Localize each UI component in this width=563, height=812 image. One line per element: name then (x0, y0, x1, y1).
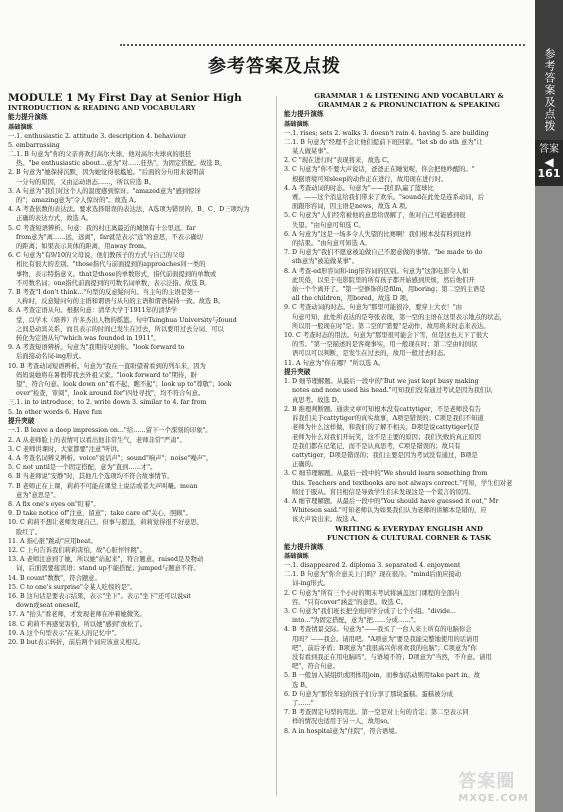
answer-line: 9. C 考查动词的时态。句意为"那里可能很冷，要穿上大衣！"由 (284, 304, 463, 312)
answer-line: 5. C not until是一个固定搭配，意为"直到……才"。 (8, 464, 157, 472)
answer-line: 8. A fix one's eyes on"盯着"。 (8, 500, 100, 508)
section-heading: 能力提升演练 (284, 110, 324, 118)
answer-line: 样的情况也适用于另一人，故用so。 (292, 718, 394, 726)
answer-line: 吧"，符合句意。 (292, 663, 339, 671)
section-heading: 能力提升演练 (8, 113, 48, 121)
page-number: 161 (537, 167, 561, 180)
answer-line: 相比有很大的差别。"those指代与前面提到的approaches同一类的 (16, 261, 206, 269)
answer-line: 7. B 老师正在上课，莉莉不可能在课堂上说话或者大声叫嚷。mean (8, 482, 198, 490)
answer-line: 11. A 句意为"你在哪？"所以选 A。 (284, 359, 385, 367)
answer-line: 2. B 句意为"她保持沉默，因为她觉得很尴尬。"后面的分句用来说明前 (8, 169, 205, 177)
answer-line: 5. In other words 6. Have fun (8, 408, 103, 416)
answer-line: 2. B 推理判断题。通读文章可知根本没有cattytiger，不是老师没有告 (284, 405, 481, 413)
answer-line: 4. A 考查动词的时态。句意为"——我们队赢了篮球比 (284, 184, 434, 192)
answer-line: 5. embarrassing (8, 141, 60, 149)
answer-line: 6. B 当老师说"安静"时，其他几个选项均不符合故事情节。 (8, 473, 174, 481)
answer-line: 不可数名词；one指代前面提到的可数名词单数，表示泛指。故选 B。 (16, 279, 211, 287)
subsection-heading: 基础演练 (284, 553, 309, 561)
answer-line: 事物，表示特指意义。that是those的单数形式，指代前面提到的单数或 (16, 270, 217, 278)
watermark-sub: MXQE.COM (458, 793, 529, 804)
answer-line: 妈妈说她将在暑假带我去外祖父家。"look forward to"期待，盼 (16, 371, 197, 379)
answer-line: 赛。——这个消息给我们带来了欢乐。"sound在此处是连系动词，后 (292, 193, 485, 201)
answer-line: notes and none used his head."可知我们没有通过考试是因为我们认 (292, 387, 493, 395)
answer-line: sth意为"被迫做某事"。 (292, 258, 358, 266)
right-column (284, 92, 534, 736)
answer-line: 5. C 句意为"人们经常被他的意思给误解了，他对自己可能感到很 (284, 212, 466, 220)
answer-line: from意为"离……远，远离"，far就是表示"远"的意思，不表示确切 (16, 233, 203, 241)
section-heading: 提升突破 (8, 416, 35, 425)
answer-line: 7. B 考查固定句型的用法。第一空是对上句的肯定；第二空表示同 (284, 709, 469, 717)
answer-line: 11. A 指心脏"跳动"应用beat。 (8, 537, 97, 545)
answer-line: 此厌倦，以至于电影院里的所有孩子都开始感到厌烦，然后他们开 (292, 276, 475, 284)
answer-line: 3. C 老师讲课时，大家都要"注意"听讲。 (8, 445, 124, 453)
answer-line: 18. C 莉莉不再感觉害怕，所以她"感到"放松了。 (8, 620, 146, 628)
answer-line: 选 B。 (292, 681, 312, 689)
answer-line: 7. D 句意为"我们不愿意被迫做自己不愿意做的事情。"be made to do (284, 249, 483, 257)
answer-line: 是我们都在记笔记，而不是认真思考，C项是错误的；故只有 (292, 442, 461, 450)
answer-line: 一.1. disappeared 2. diploma 3. separated 4. enjoyment (284, 562, 461, 570)
answer-line: 3. C 句意为"我们班长把全班同学分成了七个小组。"divide... (284, 608, 456, 616)
side-title: 参考答案及点拨 (543, 48, 556, 132)
module-subtitle: INTRODUCTION & READING AND VOCABULARY (8, 104, 196, 112)
answer-line: 3. C 句意为"你不要大声说话，爸爸正在睡觉呢，你会把他吵醒的。" (284, 166, 475, 174)
answer-line: 正确的。 (292, 461, 318, 469)
answer-line: 堂，以学术（培养）许多杰出人物的摇篮。句中Tsinghua University与found (16, 316, 237, 324)
answer-line: 二.1. B 句意为"经理不会让他们提前下班回家。"let sb do sth 意为"让 (284, 138, 483, 146)
answer-line: 转化为定语从句"which was founded in 1911"。 (16, 334, 160, 342)
answer-line: 诉我们关于cattytiger的真实故事，A项是错误的；C项是我们不知道 (292, 415, 484, 423)
answer-line: 10. C 考查时态的用法。句意为"那里很可能会下雪，但是这也天下了很大 (284, 331, 489, 339)
page-title: 参考答案及点拨 (208, 56, 341, 77)
answer-line: 句意可知，此处所表达的是夸张表现，第一空的主语在这里表示地点的状态， (292, 313, 507, 321)
answer-badge-label: 答案 (539, 144, 559, 155)
answer-line: this. Teachers and textbooks are not always correct."可知，学生们对老 (292, 479, 513, 487)
answer-line: 8. A 考查定语从句。根据句意：清华大学于1911年的清华学 (8, 307, 178, 315)
answer-line: 6. C 句意为"有9/10的父母说，他们教孩子的方式与自己的父母 (8, 252, 185, 260)
column-divider (276, 96, 277, 796)
answer-line: 2. A 从老师脸上的表情可以看出他非常生气，老师非常"严肃"。 (8, 436, 186, 444)
answer-line: 词，后面需要接宾语；stand up不能搭配；jumped与题意不符。 (16, 565, 200, 573)
module-title: MODULE 1 My First Day at Senior High (8, 92, 242, 104)
answer-line: all the children，用bored。故选 D 项。 (292, 295, 413, 303)
answer-line: 14. B count"数数"，符合题意。 (8, 574, 101, 582)
answer-line: 13. A 老师注意到了她，所以她"站起来"，符合题意。raised是及物动 (8, 556, 204, 564)
answer-line: 10. C 莉莉不想让老师发现自己，但事与愿违，莉莉觉得很不好意思， (8, 519, 204, 527)
answer-line: 5. C 考查短语辨析。句意：我的村庄离最近的城镇有十公里远。far (8, 224, 196, 232)
answer-line: 2. C 句意为"所有三个小时的期末考试将涵盖这门课程的全部内 (284, 589, 460, 597)
answer-line: 热。"be enthusiastic about...意为"对……狂热"，为固定搭配。故选 B。 (16, 160, 226, 168)
answer-line: 一.1. rises; sets 2. walks 3. doesn't rain 4. having 5. are building (284, 129, 489, 137)
section-heading: 提升突破 (284, 367, 311, 376)
answer-line: 老师为什么对我们开玩笑，这不是主要的原因；我们失败的真正原因 (292, 433, 481, 441)
answer-line: 5. B 一般加入某组织或团体用join，而参加活动则用take part in。故 (284, 672, 480, 680)
unit-subtitle: GRAMMAR 2 & PRONUNCIATION & SPEAKING (317, 101, 500, 109)
answer-line: 意为"意思是"。 (16, 491, 60, 499)
unit-subtitle: WRITING & EVERYDAY ENGLISH AND (335, 524, 483, 533)
answer-line: 望"，符合句意。look down on"看不起，瞧不起"；look up to"尊敬"；look (16, 380, 232, 388)
answer-line: 16. B 这句话是要表示结果，表示"坐下"。表示"坐下"还可以说sit (8, 592, 191, 600)
page-header (0, 38, 535, 88)
answer-line: 脸红了。 (16, 528, 42, 536)
answer-line: 2. C "现在进行时"表现将来，故选 C。 (284, 157, 394, 165)
chevron-left-icon: ◀ (544, 155, 554, 169)
answer-line: 没有看到我正在用电脑吗"，与语境不符；D项意为"当然，不介意。请用 (292, 654, 492, 662)
answer-line: 20. B but表示转折，前后两个词应该意义相反。 (8, 638, 145, 646)
answer-line: 吧"，前后矛盾；B项意为"我很高兴你喜欢我的电脑"；C项意为"你 (292, 644, 477, 652)
answer-line: 17. A "抬头"看老师，才发现老师在冲着她微笑。 (8, 611, 146, 619)
answer-line: cattytiger，D项是错误的；我们主要是因为考试没有通过，B项是 (292, 451, 478, 459)
answer-line: over"检查，审阅"，look around for"四处寻找"，均不符合句意。 (16, 390, 205, 398)
answer-line: 4. B 考查情景交际。句意为"——我买了一台人来上所有的电脑你会 (284, 626, 472, 634)
answer-line: Whiteson said."可知老师认为如果我们认为老师的讲解本是错的，应 (292, 507, 487, 515)
answer-line: 8. A in hospital意为"住院"，符合语境。 (284, 727, 401, 735)
answer-line: 后面接动名词-ing形式。 (16, 353, 85, 361)
answer-list (8, 426, 270, 647)
answer-line: 人称时，反意疑问句的主语和谓语与从句的主语和谓语保持一致。故选 B。 (16, 298, 225, 306)
answer-line: 4. A 考查依数的表达法。要求选择错误的表达法，A选项为错误的，B、C、D三项均为 (8, 206, 250, 214)
subsection-heading: 基础演练 (284, 120, 309, 128)
answer-line: 根据语境可知sleep的动作正在进行，故用现在进行时。 (292, 175, 448, 183)
left-column (8, 92, 270, 647)
answer-line: 三.1. in to introduce；to 2. write down 3. similar to 4. far from (8, 399, 207, 407)
answer-line: 一.1. B leave a deep impression on..."给……留下一个深刻的印象"。 (8, 427, 212, 435)
answer-line: 之间是动宾关系，而且表示的时间已发生在过去，所以要用过去分词，可以 (16, 325, 224, 333)
answer-line: 3. C 细节理解题。从最后一段中的"We should learn something from (284, 470, 488, 478)
answer-list (284, 561, 534, 736)
answer-line: 老师为什么这样做，和我们的了解不相关；D项是说cattytiger仅是 (292, 424, 480, 432)
answer-line: 师过于服从。盲目相信是导致学生们未发现这是一个谎言的原因。 (292, 488, 475, 496)
answer-line: 6. A 句意为"这是一场多令人失望的比赛啊！我们根本没有料到这样 (284, 230, 472, 238)
section-heading: 能力提升演练 (284, 542, 324, 551)
answer-line: 正确的表达方式，故选 A。 (16, 215, 92, 223)
answer-line: 用吗？——我会。请用吧。"A项意为"要是我能完整地使用的话请用 (292, 635, 479, 643)
answer-line: 所以用一般现在时"是；第二空的"需要"是动作，故用将来时态来表达。 (292, 322, 490, 330)
page-badge (535, 140, 563, 186)
answer-line: 某人做某事"。 (292, 147, 333, 155)
watermark-logo (458, 767, 529, 804)
answer-list (8, 132, 270, 399)
answer-line: 的结果。"由句意可知选 A。 (292, 239, 371, 247)
answer-line: 4. A 考查名词辨义辨析。voice"说话声"；sound"响声"；noise"噪声"。 (8, 454, 213, 462)
answer-line: 失望。"由句意可知选 C。 (292, 221, 365, 229)
answer-line: 的雪。"第一空描述的是客观事实，用一般现在时；第二空由时间状 (292, 341, 478, 349)
answer-line: 6. D 句意为"那位年轻的孩子们分享了那块蛋糕。蛋糕被分成 (284, 690, 454, 698)
answer-line: 19. A 这个句型表示"在某人的记忆中"。 (8, 629, 121, 637)
unit-subtitle: GRAMMAR 1 & LISTENING AND VOCABULARY & (314, 92, 504, 100)
unit-subtitle: FUNCTION & CULTURAL CORNER & TASK (327, 533, 491, 542)
answer-line: 4. A 细节理解题。从最后一段中的"You should have guessed it out," Mr (284, 497, 499, 505)
answer-line: 词-ing形式。 (292, 580, 330, 588)
answer-line: 12. C 上句告诉我们莉莉害怕，故"心脏怦怦跳"。 (8, 546, 146, 554)
answer-line: 的"；amazing意为"令人惊讶的"。故选 A。 (16, 196, 140, 204)
watermark-main: 答案圈 (458, 771, 516, 792)
answer-line: 15. C to one's surprise"令某人吃惊的是"。 (8, 583, 137, 591)
answer-list (284, 377, 534, 524)
answer-line: 10. B 考查动词短语辨析。句意为"我在一直盼望着看到的列车来，因为 (8, 362, 206, 370)
answer-line: 二.1. B 句意为"你的父亲喜欢打高尔夫球，他对高尔夫球真的很狂 (8, 150, 192, 158)
answer-line: 面跟形容词，因主语是news，故选 A 项。 (292, 203, 412, 211)
answer-line: 容。"只有cover"涵盖"的意思。故选 C。 (292, 598, 407, 606)
answer-line: 1. D 细节理解题。从最后一段中的"But we just kept busy making (284, 378, 479, 386)
answer-line: 3. A 句意为"我们对这个人的温度感到惊讶。"amazed意为"感到惊讶 (8, 187, 201, 195)
subsection-heading: 基础演练 (8, 123, 33, 131)
answer-line: 该大声说出来。故选 A。 (292, 516, 362, 524)
answer-line: 一分句的原因，又由运动语态……，所以应选 B。 (16, 178, 155, 186)
answer-line: 8. A 考查-ed形容词和-ing形容词的区别。句意为"这部电影令人如 (284, 267, 469, 275)
answer-line: 了……" (292, 700, 314, 708)
answer-line: 语可以可以判断，是发生在过去的，故用一般过去时态。 (292, 350, 450, 358)
answer-list (8, 398, 270, 416)
answer-line: 始一个个离开了。"第一空修饰的是film，用boring；第二空的主语是 (292, 285, 486, 293)
answer-line: 9. A 考查短语辨析。句意为"我期待见到你。"look forward to (8, 344, 185, 352)
answer-line: 的距离；如果表示具体的距离，用away from。 (16, 242, 151, 250)
answer-line: into..."为固定搭配，意为"把……分成……"。 (292, 617, 420, 625)
answer-line: 二.1. B 句意为"你介意关上门吗？现在很冷。"mind后面应接动 (284, 571, 462, 579)
answer-line: down或seat oneself。 (16, 602, 84, 610)
answer-list (284, 129, 534, 368)
header-dotted-rule (120, 44, 525, 50)
answer-line: 真思考。故选 D。 (292, 396, 344, 404)
answer-line: 一.1. enthusiastic 2. attitude 3. description 4. behaviour (8, 132, 187, 140)
answer-line: 9. D take notice of"注意，留意"；take care of"关心，照顾"。 (8, 510, 192, 518)
answer-line: 7. B 考查"I don't think..."句型的反意疑问句。当主句的主语是第一 (8, 288, 200, 296)
